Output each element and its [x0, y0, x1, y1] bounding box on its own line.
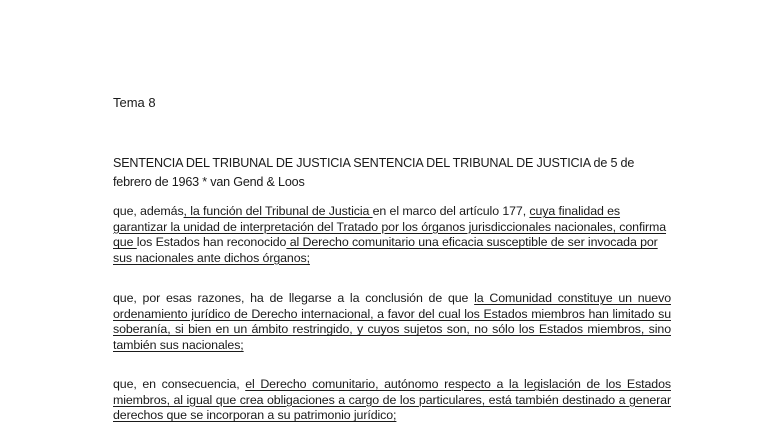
underlined-text: al Derecho comunitario una eficacia susceptible de ser invocada por sus nacionales ante dichos órganos;: [113, 235, 658, 265]
plain-text: los Estados han reconocido: [136, 235, 287, 250]
underlined-text: la Comunidad constituye un nuevo ordenamiento jurídico de Derecho internacional, a favor del cual los Estados miembros han limitado su soberanía, si bien en un ámbito restringido, y cuyos sujetos son, no sólo los Estados miembros, sino también sus nacionales;: [113, 291, 671, 352]
paragraph-3: [113, 377, 671, 424]
plain-text: en el marco del artículo 177,: [372, 204, 530, 218]
underlined-text: cuya finalidad es garantizar la unidad de interpretación del Tratado por los órganos jurisdiccionales nacionales, confirma que: [113, 204, 667, 250]
plain-text: que, en consecuencia,: [113, 377, 246, 391]
underlined-text: , la función del Tribunal de Justicia: [183, 204, 373, 218]
plain-text: que, además: [113, 204, 184, 218]
paragraph-2: [113, 291, 671, 353]
paragraph-1: [113, 204, 671, 266]
underlined-text: el Derecho comunitario, autónomo respecto a la legislación de los Estados miembros, al igual que crea obligaciones a cargo de los particulares, está también destinado a generar derechos que se incorporan a su patrimonio jurídico;: [113, 377, 671, 423]
plain-text: que, por esas razones, ha de llegarse a la conclusión de que: [113, 291, 475, 305]
ruling-title: SENTENCIA DEL TRIBUNAL DE JUSTICIA SENTENCIA DEL TRIBUNAL DE JUSTICIA de 5 de febrero de 1963 * van Gend & Loos: [113, 156, 635, 189]
section-heading: Tema 8: [113, 95, 156, 110]
